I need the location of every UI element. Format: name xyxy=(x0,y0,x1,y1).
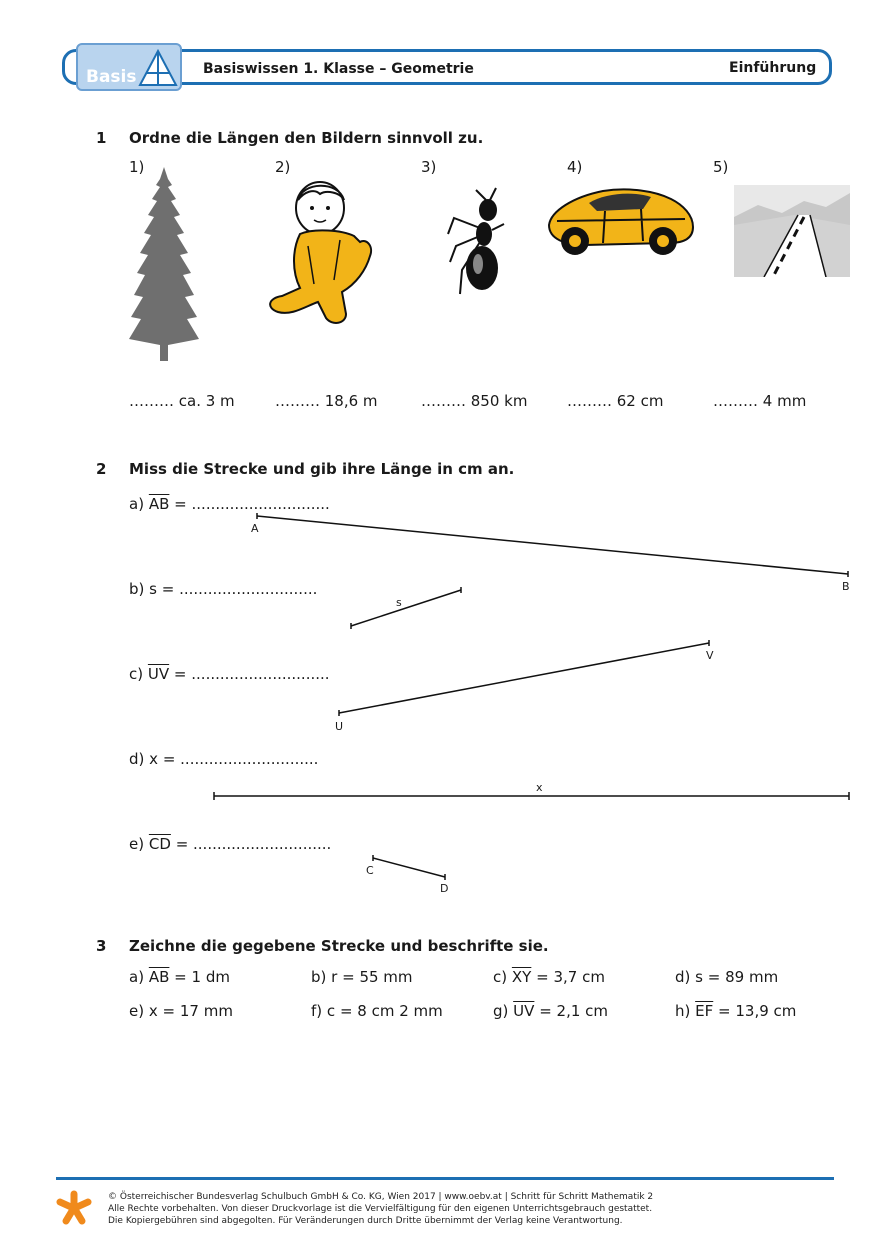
draw-item-a xyxy=(129,968,230,986)
segment-name: r xyxy=(331,968,338,986)
segment-name: c xyxy=(326,1002,336,1020)
footer-disclaimer: Die Kopiergebühren sind abgegolten. Für Veränderungen durch Dritte übernimmt der Verlag keine Verantwortung. xyxy=(108,1216,623,1226)
segment-value: = 8 cm 2 mm xyxy=(339,1002,443,1020)
segment-value: = 1 dm xyxy=(174,968,230,986)
segment-value: = 55 mm xyxy=(342,968,413,986)
segment-cd xyxy=(373,858,445,877)
segment-value: = 3,7 cm xyxy=(536,968,605,986)
footer-line xyxy=(56,1177,834,1180)
segment-name: $\overline{CD}$ xyxy=(148,835,171,853)
point-label-a: A xyxy=(251,522,259,535)
task2-number: 2 xyxy=(96,460,107,478)
draw-item-h xyxy=(675,1002,796,1020)
segment-value: = 89 mm xyxy=(707,968,779,986)
length-answer-4[interactable]: ……… 62 cm xyxy=(567,392,664,410)
item-prefix: h) xyxy=(675,1002,691,1020)
answer-blank[interactable]: = ............................. xyxy=(173,665,330,683)
picture-label-5: 5) xyxy=(713,158,729,176)
draw-item-e xyxy=(129,1002,233,1020)
segment-name: $\overline{XY}$ xyxy=(511,968,532,986)
length-answer-3[interactable]: ……… 850 km xyxy=(421,392,528,410)
task2-title: Miss die Strecke und gib ihre Länge in cm an. xyxy=(129,460,515,478)
item-prefix: g) xyxy=(493,1002,509,1020)
segment-name: $\overline{AB}$ xyxy=(148,968,170,986)
answer-blank[interactable]: = ............................. xyxy=(174,495,330,513)
answer-blank[interactable]: = ............................. xyxy=(175,835,332,853)
task1-number: 1 xyxy=(96,129,107,147)
task3-title: Zeichne die gegebene Strecke und beschrifte sie. xyxy=(129,937,549,955)
header-title: Basiswissen 1. Klasse – Geometrie xyxy=(203,61,474,77)
task1-title: Ordne die Längen den Bildern sinnvoll zu. xyxy=(129,129,484,147)
segment-name: $\overline{UV}$ xyxy=(147,665,170,683)
segment-name: $\overline{AB}$ xyxy=(148,495,170,513)
draw-item-c xyxy=(493,968,605,986)
segment-uv xyxy=(339,643,709,713)
draw-item-b xyxy=(311,968,413,986)
picture-label-1: 1) xyxy=(129,158,145,176)
item-prefix: d) xyxy=(129,750,145,768)
point-label-b: B xyxy=(842,580,850,593)
segment-s xyxy=(351,590,461,626)
logo-text: Basis xyxy=(86,67,137,87)
item-prefix: f) xyxy=(311,1002,323,1020)
length-answer-1[interactable]: ……… ca. 3 m xyxy=(129,392,235,410)
segment-value: = 2,1 cm xyxy=(539,1002,609,1020)
segment-label-s: s xyxy=(396,596,402,609)
draw-item-d xyxy=(675,968,778,986)
picture-label-4: 4) xyxy=(567,158,583,176)
segment-label-x: x xyxy=(536,781,543,794)
segment-name: s xyxy=(149,580,157,598)
item-prefix: d) xyxy=(675,968,691,986)
length-answer-2[interactable]: ……… 18,6 m xyxy=(275,392,378,410)
length-answer-5[interactable]: ……… 4 mm xyxy=(713,392,807,410)
segment-name: x xyxy=(148,1002,158,1020)
segment-value: = 13,9 cm xyxy=(718,1002,797,1020)
item-prefix: e) xyxy=(129,835,145,853)
task3-number: 3 xyxy=(96,937,107,955)
segment-value: = 17 mm xyxy=(162,1002,233,1020)
header-section: Einführung xyxy=(729,60,817,76)
footer-rights: Alle Rechte vorbehalten. Von dieser Druckvorlage ist die Vervielfältigung für den eigenen Unterrichtsgebrauch gestattet. xyxy=(108,1204,653,1214)
item-prefix: a) xyxy=(129,495,145,513)
segment-name: $\overline{UV}$ xyxy=(513,1002,535,1020)
item-prefix: e) xyxy=(129,1002,145,1020)
answer-blank[interactable]: = ............................. xyxy=(162,750,319,768)
item-prefix: a) xyxy=(129,968,145,986)
segment-name: s xyxy=(695,968,703,986)
item-prefix: c) xyxy=(129,665,144,683)
picture-label-3: 3) xyxy=(421,158,437,176)
item-prefix: c) xyxy=(493,968,508,986)
footer-copyright: © Österreichischer Bundesverlag Schulbuch GmbH & Co. KG, Wien 2017 | www.oebv.at | Schritt für Schritt Mathematik 2 xyxy=(108,1192,654,1202)
draw-item-g xyxy=(493,1002,608,1020)
point-label-d: D xyxy=(440,882,449,895)
item-prefix: b) xyxy=(129,580,145,598)
answer-blank[interactable]: = ............................. xyxy=(161,580,318,598)
picture-label-2: 2) xyxy=(275,158,291,176)
point-label-v: V xyxy=(706,649,714,662)
draw-item-f xyxy=(311,1002,443,1020)
publisher-asterisk-icon xyxy=(56,1190,92,1226)
segment-name: x xyxy=(149,750,159,768)
point-label-c: C xyxy=(366,864,374,877)
item-prefix: b) xyxy=(311,968,327,986)
segment-ab xyxy=(257,516,848,574)
point-label-u: U xyxy=(335,720,344,733)
segment-name: $\overline{EF}$ xyxy=(695,1002,714,1020)
